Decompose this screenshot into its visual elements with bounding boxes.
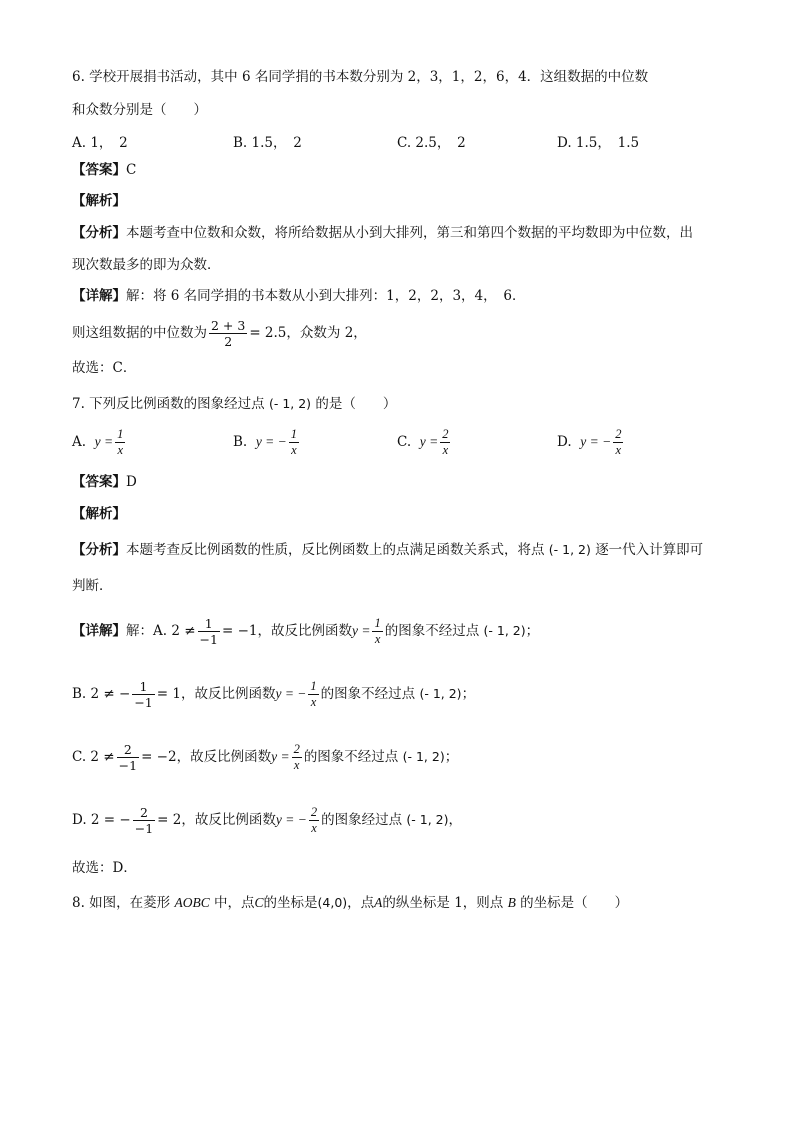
median-prefix: 则这组数据的中位数为 [72,325,207,341]
row-eq: = 2，故反比例函数 [157,812,276,828]
q6-fenxi-line2: 现次数最多的即为众数． [72,257,221,273]
row-prefix: 解：A. 2 ≠ [126,623,196,639]
row-fy: y = − [275,812,307,827]
q6-xiangjie [72,286,525,306]
q6-analysis-tag [72,191,126,211]
q7-analysis-tag [72,504,126,524]
xiangjie-tag: 【详解】 [72,288,126,304]
q7-detail-row-d [72,801,462,839]
row-point: (- 1, 2) [406,812,449,827]
q7-detail-row-a [72,612,539,650]
q7-stem-prefix: 7. 下列反比例函数的图象经过点 [72,396,265,412]
q8-stem-f: 的坐标是（ ） [520,895,629,911]
row-fy: y = − [275,686,307,701]
q8-aobc: AOBC [174,895,210,910]
q7-answer [72,472,137,492]
row-func-fraction [309,805,319,836]
row-den: −1 [199,632,218,647]
row-fden: x [374,632,381,646]
q6-answer [72,160,136,180]
q6-option-c: C. 2.5， 2 [397,135,466,151]
fenxi-text-a: 本题考查反比例函数的性质，反比例函数上的点满足函数关系式，将点 [126,542,545,558]
row-num: 2 [117,742,139,758]
option-num: 1 [290,427,298,441]
option-fraction [289,427,299,458]
row-fnum: 1 [310,679,317,693]
option-y: y = − [255,434,287,449]
option-y: y = [94,434,114,449]
answer-tag: 【答案】 [72,474,126,490]
option-fraction [440,427,450,458]
row-den: −1 [118,758,138,773]
analysis-tag: 【解析】 [72,193,126,209]
fenxi-text: 本题考查中位数和众数，将所给数据从小到大排列，第三和第四个数据的平均数即为中位数，出 [126,225,693,241]
q7-detail-row-b [72,675,475,713]
q8-stem-c: 的坐标是 [263,895,318,911]
q7-fenxi-point: (- 1, 2) [548,542,591,557]
q6-option-b: B. 1.5， 2 [233,135,302,151]
option-den: x [291,443,297,457]
median-result: = 2.5，众数为 2， [249,325,367,341]
fenxi-text-b: 逐一代入计算即可 [595,542,704,558]
row-num: 2 [133,805,155,821]
row-num: 1 [198,616,220,632]
option-den: x [442,443,449,457]
row-eq: = −1，故反比例函数 [221,623,352,639]
row-den: −1 [134,821,154,836]
q7-option-c [397,427,452,458]
row-fy: y = [351,623,371,638]
answer-tag: 【答案】 [72,162,126,178]
q8-coord: (4,0) [317,895,348,910]
q7-option-b [233,427,301,458]
option-label: C. [397,434,412,450]
median-denominator: 2 [224,334,233,349]
row-point: (- 1, 2) [419,686,462,701]
q8-stem [72,893,628,913]
row-func-fraction [292,742,302,773]
row-fden: x [293,758,300,772]
row-fden: x [311,821,317,835]
fenxi-tag: 【分析】 [72,542,126,558]
option-den: x [117,443,124,457]
row-eq: = 1，故反比例函数 [156,686,276,702]
row-prefix: D. 2 = − [72,812,131,828]
q6-stem-line1: 6. 学校开展捐书活动，其中 6 名同学捐的书本数分别为 2，3，1，2，6，4．这组数据的中位数 [72,69,649,85]
q8-stem-d: ，点 [347,895,375,911]
row-fy: y = [271,749,290,764]
median-fraction [209,318,247,349]
q7-stem-suffix: 的是（ ） [315,396,397,412]
q8-stem-b: 中，点 [214,895,255,911]
q7-choose: 故选：D． [72,860,137,876]
q6-option-a: A. 1， 2 [72,135,128,151]
row-func-fraction [308,679,318,710]
q7-stem [72,394,396,414]
row-num: 1 [132,679,154,695]
q8-point-c: C [254,895,264,910]
row-tail: 的图象不经过点 [384,623,480,639]
row-fnum: 2 [293,742,300,756]
row-fraction [198,616,220,647]
q7-point: (- 1, 2) [268,396,312,411]
row-fnum: 1 [374,616,381,630]
q8-stem-e: 的纵坐标是 1，则点 [382,895,504,911]
row-fraction [132,679,154,710]
row-func-fraction [372,616,382,647]
option-num: 2 [615,427,622,441]
option-fraction [613,427,623,458]
row-end: ； [444,749,459,765]
xiangjie-text: 解：将 6 名同学捐的书本数从小到大排列：1，2，2，3，4， 6． [126,288,526,304]
median-numerator: 2 + 3 [211,318,246,333]
q7-fenxi-line1 [72,540,703,560]
option-num: 2 [442,427,449,441]
row-tail: 的图象不经过点 [303,749,399,765]
row-tail: 的图象经过点 [321,812,403,828]
answer-value: C [126,162,137,178]
q6-option-d: D. 1.5， 1.5 [557,135,640,151]
fenxi-tag: 【分析】 [72,225,126,241]
q6-fenxi-line1 [72,223,693,243]
row-fnum: 2 [310,805,318,819]
row-prefix: B. 2 ≠ − [72,686,131,702]
q8-point-b: B [507,895,516,910]
q6-median-line [72,316,367,350]
row-end: ； [525,623,540,639]
analysis-tag: 【解析】 [72,506,126,522]
q8-stem-a: 8. 如图，在菱形 [72,895,171,911]
option-fraction [115,427,125,458]
row-end: ； [461,686,476,702]
q6-stem-line2: 和众数分别是（ ） [72,102,207,118]
row-prefix: C. 2 ≠ [72,749,115,765]
row-point: (- 1, 2) [483,623,526,638]
q6-choose: 故选：C． [72,360,137,376]
q7-option-d [557,427,625,458]
option-num: 1 [117,427,124,441]
row-point: (- 1, 2) [402,749,445,764]
option-label: A. [72,434,87,450]
q7-option-a [72,427,127,458]
option-y: y = − [580,434,612,449]
q8-point-a: A [374,895,383,910]
option-label: B. [233,434,248,450]
row-fraction [133,805,155,836]
row-eq: = −2，故反比例函数 [141,749,272,765]
row-den: −1 [134,695,153,710]
option-y: y = [419,434,439,449]
xiangjie-tag: 【详解】 [72,623,126,639]
option-label: D. [557,434,572,450]
q7-detail-row-c [72,738,458,776]
row-tail: 的图象不经过点 [320,686,416,702]
q7-fenxi-line2: 判断． [72,578,113,594]
row-fden: x [310,695,317,709]
row-end: ， [448,812,462,828]
option-den: x [615,443,622,457]
answer-value: D [126,474,137,490]
row-fraction [117,742,139,773]
